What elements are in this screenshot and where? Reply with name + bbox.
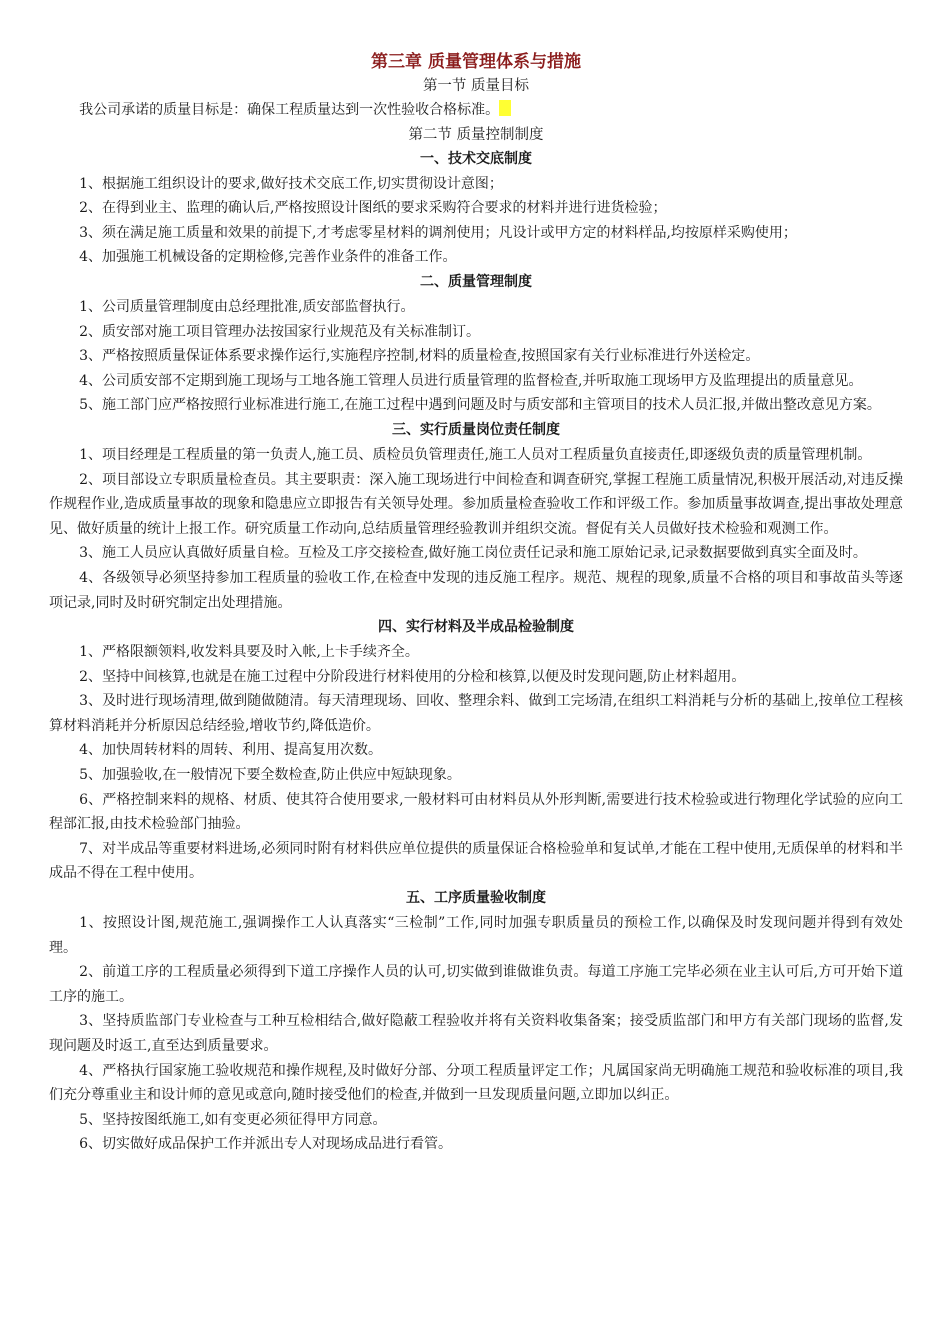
paragraph: 5、加强验收,在一般情况下要全数检查,防止供应中短缺现象。 — [79, 767, 461, 784]
paragraph: 3、坚持质监部门专业检查与工种互检相结合,做好隐蔽工程验收并将有关资料收集备案；接受质监部门和甲方有关部门现场的监督,发现问题及时返工,直至达到质量要求。 — [49, 1013, 903, 1054]
paragraph: 4、各级领导必须坚持参加工程质量的验收工作,在检查中发现的违反施工程序。规范、规程的现象,质量不合格的项目和事故苗头等逐项记录,同时及时研究制定出处理措施。 — [49, 569, 903, 611]
paragraph: 3、须在满足施工质量和效果的前提下,才考虑零星材料的调剂使用；凡设计或甲方定的材料样品,均按原样采购使用； — [79, 224, 797, 241]
paragraph: 2、坚持中间核算,也就是在施工过程中分阶段进行材料使用的分检和核算,以便及时发现问题,防止材料超用。 — [79, 668, 746, 685]
paragraph: 6、严格控制来料的规格、材质、使其符合使用要求,一般材料可由材料员从外形判断,需要进行技术检验或进行物理化学试验的应向工程部汇报,由技术检验部门抽验。 — [49, 791, 903, 833]
section-heading-1: 第一节 质量目标 — [422, 78, 530, 94]
group-heading-1: 一、技术交底制度 — [420, 150, 532, 167]
paragraph: 3、施工人员应认真做好质量自检。互检及工序交接检查,做好施工岗位责任记录和施工原始记录,记录数据要做到真实全面及时。 — [79, 545, 867, 562]
paragraph: 3、及时进行现场清理,做到随做随清。每天清理现场、回收、整理余料、做到工完场清,在组织工料消耗与分析的基础上,按单位工程核算材料消耗并分析原因总结经验,增收节约,降低造价。 — [49, 693, 903, 734]
paragraph: 1、根据施工组织设计的要求,做好技术交底工作,切实贯彻设计意图； — [79, 175, 503, 192]
group-heading-5: 五、工序质量验收制度 — [406, 890, 546, 907]
paragraph: 4、严格执行国家施工验收规范和操作规程,及时做好分部、分项工程质量评定工作；凡属国家尚无明确施工规范和验收标准的项目,我们充分尊重业主和设计师的意见或意向,随时接受他们的检查,并做到一旦发现质量问题,立即加以纠正。 — [49, 1062, 903, 1104]
quality-goal-sentence: 我公司承诺的质量目标是：确保工程质量达到一次性验收合格标准。 — [79, 102, 500, 118]
paragraph: 1、按照设计图,规范施工,强调操作工人认真落实“三检制”工作,同时加强专职质量员的预检工作,以确保及时发现问题并得到有效处理。 — [49, 915, 903, 956]
paragraph: 5、坚持按图纸施工,如有变更必须征得甲方同意。 — [79, 1111, 387, 1128]
document-page — [49, 50, 903, 1157]
paragraph: 4、加强施工机械设备的定期检修,完善作业条件的准备工作。 — [79, 249, 457, 266]
paragraph: 1、公司质量管理制度由总经理批准,质安部监督执行。 — [79, 298, 415, 315]
quality-goal-text — [49, 98, 903, 123]
group-heading-3: 三、实行质量岗位责任制度 — [392, 421, 560, 438]
paragraph: 6、切实做好成品保护工作并派出专人对现场成品进行看管。 — [79, 1136, 452, 1153]
chapter-title: 第三章 质量管理体系与措施 — [371, 52, 581, 72]
paragraph: 5、施工部门应严格按照行业标准进行施工,在施工过程中遇到问题及时与质安部和主管项目的技术人员汇报,并做出整改意见方案。 — [79, 397, 881, 414]
paragraph: 4、加快周转材料的周转、利用、提高复用次数。 — [79, 742, 382, 759]
section-heading-2: 第二节 质量控制制度 — [408, 126, 544, 143]
paragraph: 2、在得到业主、监理的确认后,严格按照设计图纸的要求采购符合要求的材料并进行进货检验； — [79, 200, 667, 217]
paragraph: 3、严格按照质量保证体系要求操作运行,实施程序控制,材料的质量检查,按照国家有关行业标准进行外送检定。 — [79, 348, 760, 365]
group-heading-4: 四、实行材料及半成品检验制度 — [378, 619, 574, 636]
paragraph: 7、对半成品等重要材料进场,必须同时附有材料供应单位提供的质量保证合格检验单和复试单,才能在工程中使用,无质保单的材料和半成品不得在工程中使用。 — [49, 840, 903, 882]
paragraph: 2、项目部设立专职质量检查员。其主要职责：深入施工现场进行中间检查和调查研究,掌握工程施工质量情况,积极开展活动,对违反操作规程作业,造成质量事故的现象和隐患应立即报告有关领导处理。参加质量检查验收工作和评级工作。参加质量事故调查,提出事故处理意见、做好质量的统计上报工作。研究质量工作动向,总结质量管理经验教训并组织交流。督促有关人员做好技术检验和观测工作。 — [49, 471, 903, 537]
group-heading-2: 二、质量管理制度 — [420, 273, 532, 290]
paragraph: 1、项目经理是工程质量的第一负责人,施工员、质检员负管理责任,施工人员对工程质量负直接责任,即逐级负责的质量管理机制。 — [79, 446, 872, 463]
paragraph: 2、前道工序的工程质量必须得到下道工序操作人员的认可,切实做到谁做谁负责。每道工序施工完毕必须在业主认可后,方可开始下道工序的施工。 — [49, 964, 903, 1005]
highlight-mark — [499, 100, 511, 116]
paragraph: 4、公司质安部不定期到施工现场与工地各施工管理人员进行质量管理的监督检查,并听取施工现场甲方及监理提出的质量意见。 — [79, 372, 863, 389]
paragraph: 1、严格限额领料,收发料具要及时入帐,上卡手续齐全。 — [79, 644, 419, 661]
paragraph: 2、质安部对施工项目管理办法按国家行业规范及有关标准制订。 — [79, 323, 480, 340]
